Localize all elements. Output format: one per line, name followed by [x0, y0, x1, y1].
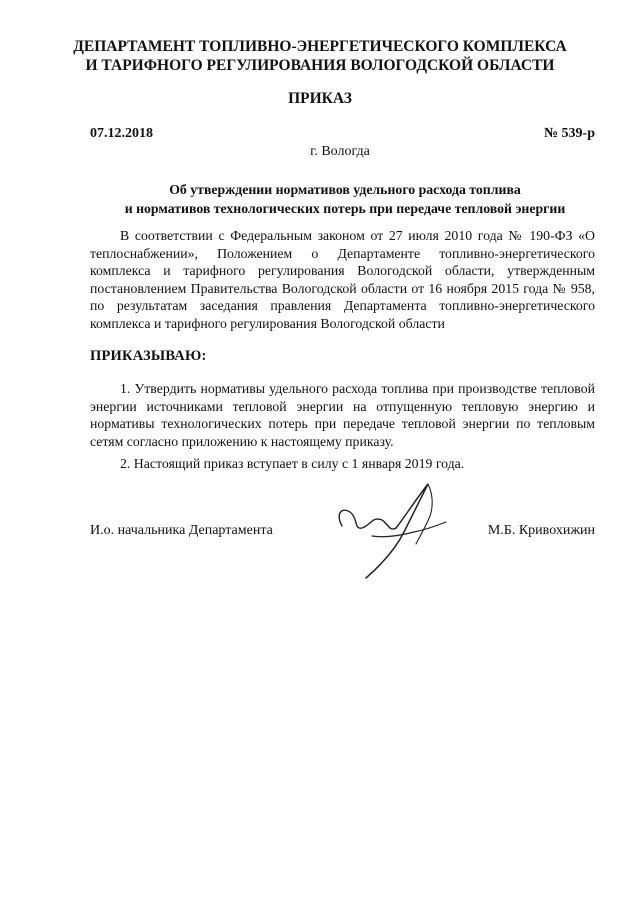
document-title [75, 180, 615, 218]
signer-position: И.о. начальника Департамента [90, 523, 273, 538]
header-line-1: ДЕПАРТАМЕНТ ТОПЛИВНО-ЭНЕРГЕТИЧЕСКОГО КОМПЛЕКСА [73, 38, 567, 55]
document-type: ПРИКАЗ [288, 90, 352, 107]
document-number: № 539-р [543, 126, 595, 141]
document-date: 07.12.2018 [90, 126, 153, 141]
title-line-1: Об утверждении нормативов удельного расхода топлива [169, 182, 521, 197]
document-city: г. Вологда [310, 144, 370, 159]
order-word: ПРИКАЗЫВАЮ: [90, 348, 207, 364]
preamble-paragraph: В соответствии с Федеральным законом от 27 июля 2010 года № 190-ФЗ «О теплоснабжении», Положением о Департаменте топливно-энергетического комплекса и тарифного регулирования Вологодской области, утвержденным постановлением Правительства Вологодской области от 16 ноября 2015 года № 958, по результатам заседания правления Департамента топливно-энергетического комплекса и тарифного регулирования Вологодской области [90, 228, 595, 331]
order-item-2: 2. Настоящий приказ вступает в силу с 1 января 2019 года. [120, 456, 465, 471]
order-item-1: 1. Утвердить нормативы удельного расхода топлива при производстве тепловой энергии источниками тепловой энергии на отпущенную тепловую энергию и нормативы технологических потерь при передаче тепловой энергии по тепловым сетям согласно приложению к настоящему приказу. [90, 381, 595, 449]
department-header [60, 37, 580, 75]
signer-name: М.Б. Кривохижин [487, 523, 595, 538]
title-line-2: и нормативов технологических потерь при передаче тепловой энергии [124, 201, 566, 216]
handwritten-signature [332, 478, 452, 583]
header-line-2: И ТАРИФНОГО РЕГУЛИРОВАНИЯ ВОЛОГОДСКОЙ ОБЛАСТИ [85, 57, 555, 74]
